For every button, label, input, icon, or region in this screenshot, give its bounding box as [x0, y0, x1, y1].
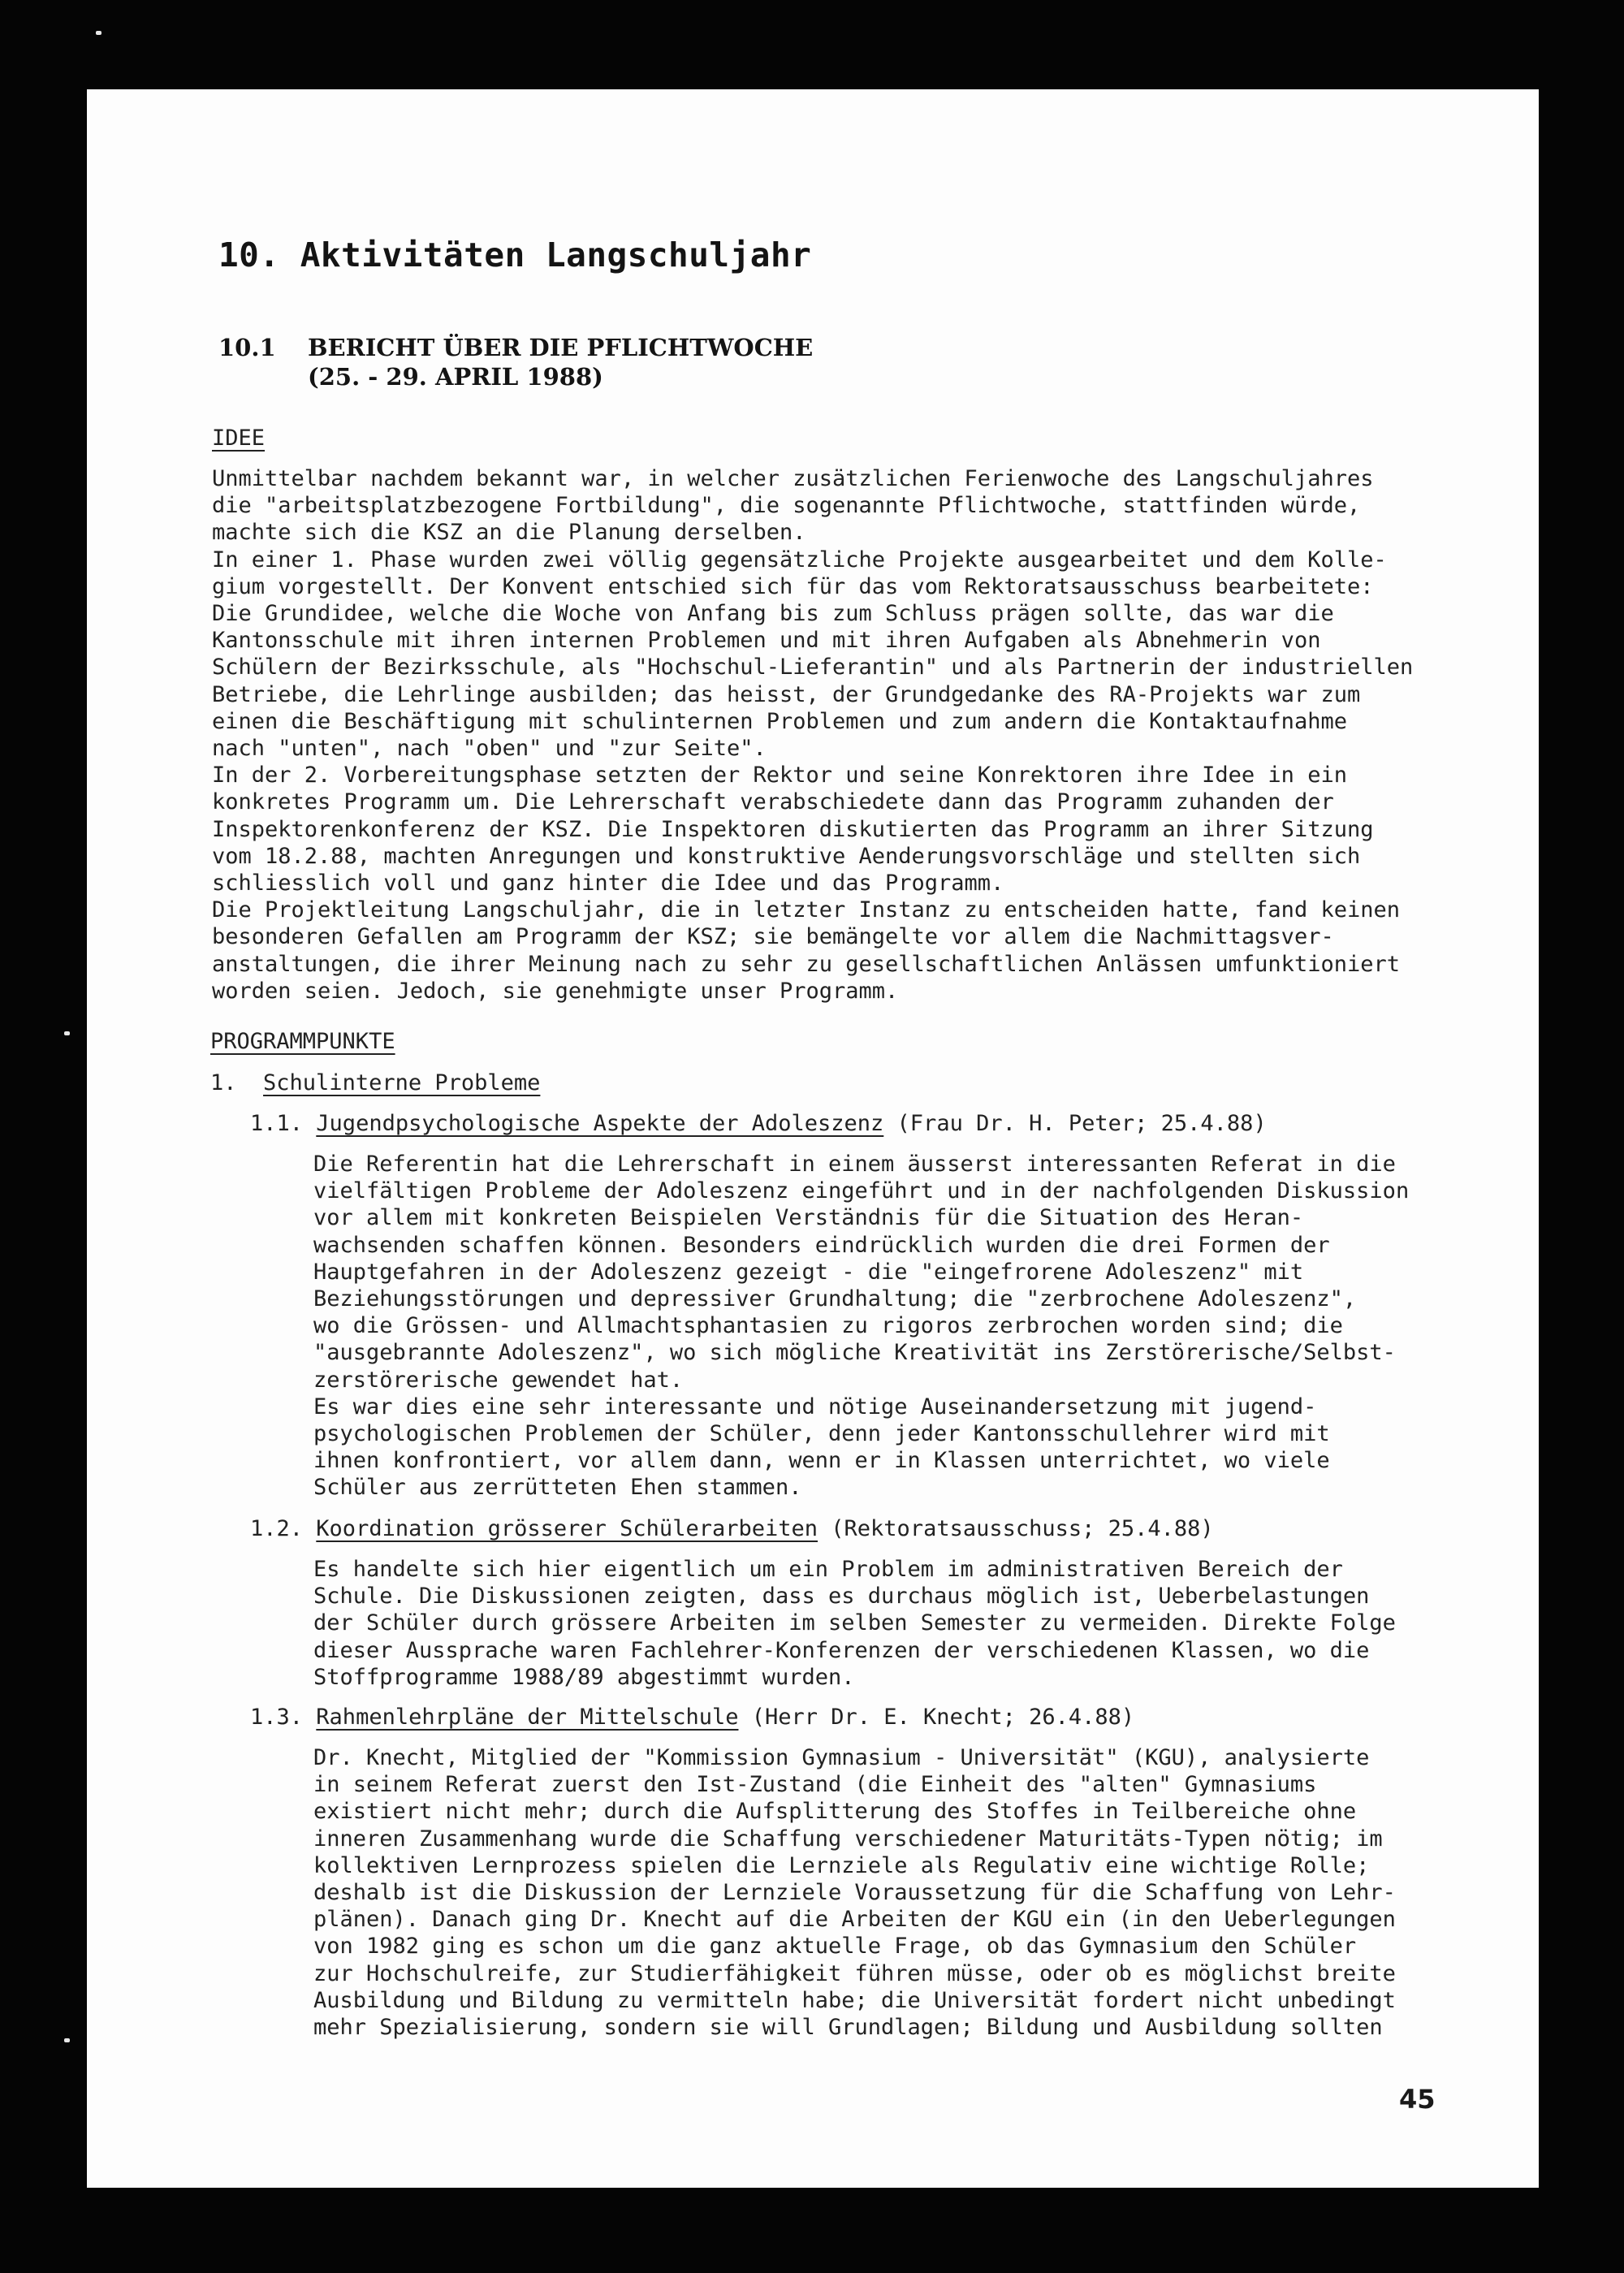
- document-page: [87, 89, 1539, 2188]
- section-title-line2: (25. - 29. APRIL 1988): [308, 363, 603, 391]
- page-number: 45: [1399, 2084, 1436, 2115]
- program-item-text: Dr. Knecht, Mitglied der "Kommission Gymnasium - Universität" (KGU), analysierte in seinem Referat zuerst den Ist-Zustand (die Einheit des "alten" Gymnasiums existiert nicht mehr; durch die Aufsplitterung des Stoffes in Teilbereiche ohne inneren Zusammenhang wurde die Schaffung verschiedener Maturitäts-Typen nötig; im kollektiven Lernprozess spielen die Lernziele als Regulativ eine wichtige Rolle; deshalb ist die Diskussion der Lernziele Voraussetzung für die Schaffung von Lehr- plänen). Danach ging Dr. Knecht auf die Arbeiten der KGU ein (in den Ueberlegungen von 1982 ging es schon um die ganz aktuelle Frage, ob das Gymnasium den Schüler zur Hochschulreife, zur Studierfähigkeit führen müsse, oder ob es möglichst breite Ausbildung und Bildung zu vermitteln habe; die Universität fordert nicht unbedingt mehr Spezialisierung, sondern sie will Grundlagen; Bildung und Ausbildung sollten: [313, 1745, 1396, 2041]
- section-title: [218, 333, 813, 391]
- program-item-text: Es handelte sich hier eigentlich um ein Problem im administrativen Bereich der Schule. Die Diskussionen zeigten, dass es durchaus möglich ist, Ueberbelastungen der Schüler durch grössere Arbeiten im selben Semester zu vermeiden. Direkte Folge dieser Aussprache waren Fachlehrer-Konferenzen der verschiedenen Klassen, wo die Stoffprogramme 1988/89 abgestimmt wurden.: [313, 1557, 1396, 1690]
- program-item-number: 1.1.: [250, 1111, 304, 1136]
- program-item-meta: (Rektoratsausschuss; 25.4.88): [831, 1516, 1214, 1541]
- program-item-meta: (Herr Dr. E. Knecht; 26.4.88): [751, 1705, 1135, 1730]
- programm-group-number: 1.: [210, 1070, 237, 1095]
- program-item-title: Jugendpsychologische Aspekte der Adoleszenz: [316, 1111, 884, 1136]
- scan-speck: [64, 2038, 70, 2042]
- program-item-title: Rahmenlehrpläne der Mittelschule: [316, 1705, 739, 1730]
- scan-speck: [96, 31, 102, 35]
- program-item-header: [250, 1110, 1267, 1137]
- program-item-header: [250, 1515, 1214, 1542]
- program-item-number: 1.2.: [250, 1516, 304, 1541]
- program-item-meta: (Frau Dr. H. Peter; 25.4.88): [896, 1111, 1267, 1136]
- section-title-line1: BERICHT ÜBER DIE PFLICHTWOCHE: [308, 334, 814, 361]
- idee-heading: IDEE: [212, 426, 266, 451]
- programm-heading: PROGRAMMPUNKTE: [210, 1029, 395, 1054]
- program-item-number: 1.3.: [250, 1705, 304, 1730]
- program-item-header: [250, 1704, 1134, 1731]
- programm-group: [210, 1070, 540, 1096]
- idee-text: Unmittelbar nachdem bekannt war, in welcher zusätzlichen Ferienwoche des Langschuljahres die "arbeitsplatzbezogene Fortbildung", die sogenannte Pflichtwoche, stattfinden würde, machte sich die KSZ an die Planung derselben. In einer 1. Phase wurden zwei völlig gegensätzliche Projekte ausgearbeitet und dem Kolle- gium vorgestellt. Der Konvent entschied sich für das vom Rektoratsausschuss bearbeitete: Die Grundidee, welche die Woche von Anfang bis zum Schluss prägen sollte, das war die Kantonsschule mit ihren internen Problemen und mit ihren Aufgaben als Abnehmerin von Schülern der Bezirksschule, als "Hochschul-Lieferantin" und als Partnerin der industriellen Betriebe, die Lehrlinge ausbilden; das heisst, der Grundgedanke des RA-Projekts war zum einen die Beschäftigung mit schulinternen Problemen und zum andern die Kontaktaufnahme nach "unten", nach "oben" und "zur Seite". In der 2. Vorbereitungsphase setzten der Rektor und seine Konrektoren ihre Idee in ein konkretes Programm um. Die Lehrerschaft verabschiedete dann das Programm zuhanden der Inspektorenkonferenz der KSZ. Die Inspektoren diskutierten das Programm an ihrer Sitzung vom 18.2.88, machten Anregungen und konstruktive Aenderungsvorschläge und stellten sich schliesslich voll und ganz hinter die Idee und das Programm. Die Projektleitung Langschuljahr, die in letzter Instanz zu entscheiden hatte, fand keinen besonderen Gefallen am Programm der KSZ; sie bemängelte vor allem die Nachmittagsver- anstaltungen, die ihrer Meinung nach zu sehr zu gesellschaftlichen Anlässen umfunktioniert worden seien. Jedoch, sie genehmigte unser Programm.: [212, 466, 1414, 1004]
- chapter-title: 10. Aktivitäten Langschuljahr: [218, 236, 812, 274]
- scan-speck: [64, 1031, 70, 1035]
- programm-group-title: Schulinterne Probleme: [263, 1070, 541, 1095]
- program-item-title: Koordination grösserer Schülerarbeiten: [316, 1516, 818, 1541]
- program-item-text: Die Referentin hat die Lehrerschaft in einem äusserst interessanten Referat in die vielfältigen Probleme der Adoleszenz eingeführt und in der nachfolgenden Diskussion vor allem mit konkreten Beispielen Verständnis für die Situation des Heran- wachsenden schaffen können. Besonders eindrücklich wurden die drei Formen der Hauptgefahren in der Adoleszenz gezeigt - die "eingefrorene Adoleszenz" mit Beziehungsstörungen und depressiver Grundhaltung; die "zerbrochene Adoleszenz", wo die Grössen- und Allmachtsphantasien zu rigoros zerbrochen worden sind; die "ausgebrannte Adoleszenz", wo sich mögliche Kreativität ins Zerstörerische/Selbst- zerstörerische gewendet hat. Es war dies eine sehr interessante und nötige Auseinandersetzung mit jugend- psychologischen Problemen der Schüler, denn jeder Kantonsschullehrer wird mit ihnen konfrontiert, vor allem dann, wenn er in Klassen unterrichtet, wo viele Schüler aus zerrütteten Ehen stammen.: [313, 1152, 1410, 1501]
- section-number: 10.1: [218, 334, 276, 361]
